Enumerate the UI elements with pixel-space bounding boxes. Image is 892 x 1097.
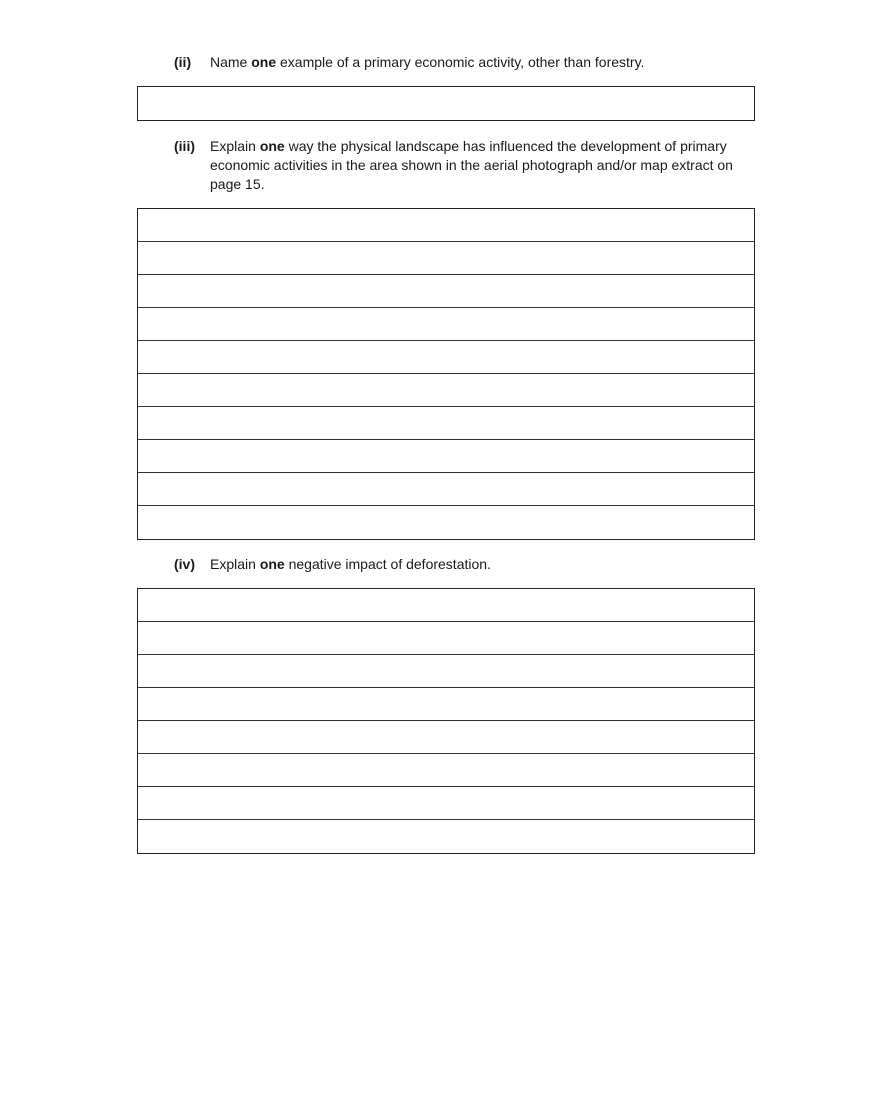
- question-text: [210, 137, 764, 194]
- question-text-part: way the physical landscape has influenced the development of primary economic activities in the area shown in the aerial photograph and/or map extract on page 15.: [210, 138, 733, 192]
- answer-line[interactable]: [138, 589, 754, 622]
- answer-line[interactable]: [138, 308, 754, 341]
- answer-line[interactable]: [138, 721, 754, 754]
- answer-line[interactable]: [138, 754, 754, 787]
- question-number: (ii): [174, 54, 192, 70]
- question-iii: [174, 137, 764, 194]
- answer-line[interactable]: [138, 440, 754, 473]
- answer-line[interactable]: [138, 242, 754, 275]
- question-ii: [174, 53, 764, 72]
- question-number: (iv): [174, 556, 195, 572]
- answer-line[interactable]: [138, 374, 754, 407]
- question-text-part: Explain: [210, 556, 260, 572]
- answer-line[interactable]: [138, 209, 754, 242]
- question-text-part: Explain: [210, 138, 260, 154]
- answer-box-ii[interactable]: [137, 86, 755, 121]
- question-text: [210, 53, 764, 72]
- question-text-part: example of a primary economic activity, other than forestry.: [276, 54, 645, 70]
- answer-line[interactable]: [138, 820, 754, 853]
- question-text-part: negative impact of deforestation.: [284, 556, 491, 572]
- answer-line[interactable]: [138, 407, 754, 440]
- question-emphasis: one: [251, 54, 277, 70]
- answer-line[interactable]: [138, 275, 754, 308]
- answer-line[interactable]: [138, 341, 754, 374]
- question-text-part: Name: [210, 54, 252, 70]
- answer-line[interactable]: [138, 655, 754, 688]
- answer-line[interactable]: [138, 87, 754, 120]
- question-iv: [174, 555, 764, 574]
- answer-box-iv[interactable]: [137, 588, 755, 854]
- answer-box-iii[interactable]: [137, 208, 755, 540]
- answer-line[interactable]: [138, 473, 754, 506]
- question-emphasis: one: [259, 138, 285, 154]
- question-emphasis: one: [259, 556, 285, 572]
- answer-line[interactable]: [138, 688, 754, 721]
- answer-line[interactable]: [138, 787, 754, 820]
- answer-line[interactable]: [138, 622, 754, 655]
- answer-line[interactable]: [138, 506, 754, 539]
- question-number: (iii): [174, 138, 195, 154]
- question-text: [210, 555, 764, 574]
